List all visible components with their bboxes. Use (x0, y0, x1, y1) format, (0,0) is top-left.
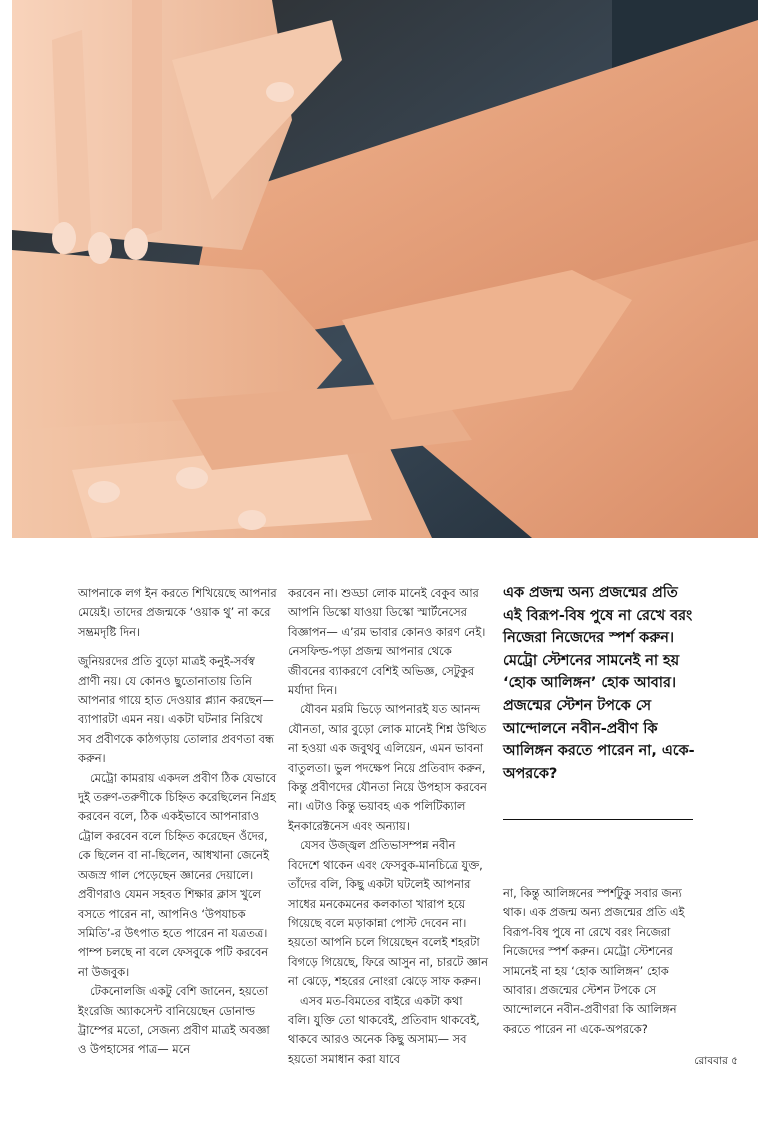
hands-illustration (12, 0, 758, 538)
column-3 (503, 884, 699, 1039)
col2-paragraph-1: করবেন না। শুড্ডা লোক মানেই বেকুব আর আপনি ডিস্কো যাওয়া ডিস্কো স্মার্টনেসের বিজ্ঞাপন— এ’রম ভাবার কোনও কারণ নেই। নেসফিল্ড-পড়া প্রজন্ম আপনার থেকে জীবনের ব্যাকরণে বেশিই অভিজ্ঞ, সেটুকুর মর্যাদা দিন। (288, 586, 486, 698)
col1-paragraph-3: মেট্রো কামরায় একদল প্রবীণ ঠিক যেভাবে দুই তরুণ-তরুণীকে চিহ্নিত করেছিলেন নিগ্রহ করবেন বলে, ঠিক একইভাবে আপনারাও ট্রোল করবেন বলে চিহ্নিত করেছেন ওঁদের, কে ছিলেন বা না-ছিলেন, আধখানা জেনেই অজস্র গাল পেড়েছেন জ্ঞানের দেয়ালে। প্রবীণরাও যেমন সহবত শিক্ষার ক্লাস খুলে বসতে পারেন না, আপনিও ‘উপযাচক সমিতি’-র উৎপাত হতে পারেন না যত্রতত্র। পাম্প চলছে না বলে ফেসবুকে পটি করবেন না উজবুক। (78, 770, 277, 979)
col2-paragraph-3: যেসব উজ্জ্বল প্রতিভাসম্পন্ন নবীন বিদেশে থাকেন এবং ফেসবুক-মানচিত্রে যুক্ত, তাঁদের বলি, কিছু একটা ঘটলেই আপনার সাধের মনকেমনের কলকাতা খারাপ হয়ে গিয়েছে বলে মড়াকান্না পোস্ট দেবেন না। হয়তো আপনি চলে গিয়েছেন বলেই শহরটা বিগড়ে গিয়েছে, ফিরে আসুন না, চারটে জ্ঞান না ঝেড়ে, শহরের নোংরা ঝেড়ে সাফ করুন। (288, 838, 488, 989)
column-1 (78, 584, 278, 1060)
col3-paragraph-1: না, কিন্তু আলিঙ্গনের স্পর্শটুকু সবার জন্য থাক। এক প্রজন্ম অন্য প্রজন্মের প্রতি এই বিরূপ-বিষ পুষে না রেখে বরং নিজেরা নিজেদের স্পর্শ করুন। মেট্রো স্টেশনের সামনেই না হয় ‘হোক আলিঙ্গন’ হোক আবার। প্রজন্মের স্টেশন টপকে সে আন্দোলনে নবীন-প্রবীণরা কি আলিঙ্গন করতে পারেন না একে-অপরকে? (503, 886, 685, 1036)
col1-paragraph-1: আপনাকে লগ ইন করতে শিখিয়েছে আপনার মেয়েই। তাদের প্রজন্মকে ‘ওয়াক থু’ না করে সম্ভ্রমদৃষ্টি দিন। (78, 586, 277, 639)
pull-quote-divider (503, 819, 693, 820)
stacked-hands-photo (12, 0, 758, 538)
col1-paragraph-4: টেকনোলজি একটু বেশি জানেন, হয়তো ইংরেজি অ্যাকসেন্ট বানিয়েছেন ডোনাল্ড ট্রাম্পের মতো, সেজন্য প্রবীণ মাত্রই অবজ্ঞা ও উপহাসের পাত্র— মনে (78, 984, 270, 1057)
col2-paragraph-4: এসব মত-বিমতের বাইরে একটা কথা বলি। যুক্তি তো থাকবেই, প্রতিবাদ থাকবেই, থাকবে আরও অনেক কিছু অসাম্য— সব হয়তো সমাধান করা যাবে (288, 993, 480, 1066)
col2-paragraph-2: যৌবন মরমি ভিড়ে আপনারই যত আনন্দ যৌনতা, আর বুড়ো লোক মানেই শিশ্ন উত্থিত না হওয়া এক জবুথবু এলিয়েন, এমন ভাবনা বাতুলতা। ভুল পদক্ষেপ নিয়ে প্রতিবাদ করুন, কিন্তু প্রবীণদের যৌনতা নিয়ে উপহাস করবেন না। এটাও কিন্তু ভয়াবহ এক পলিটিক্যাল ইনকারেক্টনেস এবং অন্যায়। (288, 702, 487, 833)
page-folio: রোববার ৫ (694, 1055, 738, 1067)
pull-quote: এক প্রজন্ম অন্য প্রজন্মের প্রতি এই বিরূপ-বিষ পুষে না রেখে বরং নিজেরা নিজেদের স্পর্শ করুন। মেট্রো স্টেশনের সামনেই না হয় ‘হোক আলিঙ্গন’ হোক আবার। প্রজন্মের স্টেশন টপকে সে আন্দোলনে নবীন-প্রবীণ কি আলিঙ্গন করতে পারেন না, একে-অপরকে? (503, 585, 695, 782)
column-2 (288, 584, 488, 1069)
col1-paragraph-2: জুনিয়রদের প্রতি বুড়ো মাত্রই কনুই-সর্বস্ব প্রাণী নয়। যে কোনও ছুতোনাতায় তিনি আপনার গায়ে হাত দেওয়ার প্ল্যান করছেন— ব্যাপারটা এমন নয়। একটা ঘটনার নিরিখে সব প্রবীণকে কাঠগড়ায় তোলার প্রবণতা বন্ধ করুন। (78, 654, 274, 766)
